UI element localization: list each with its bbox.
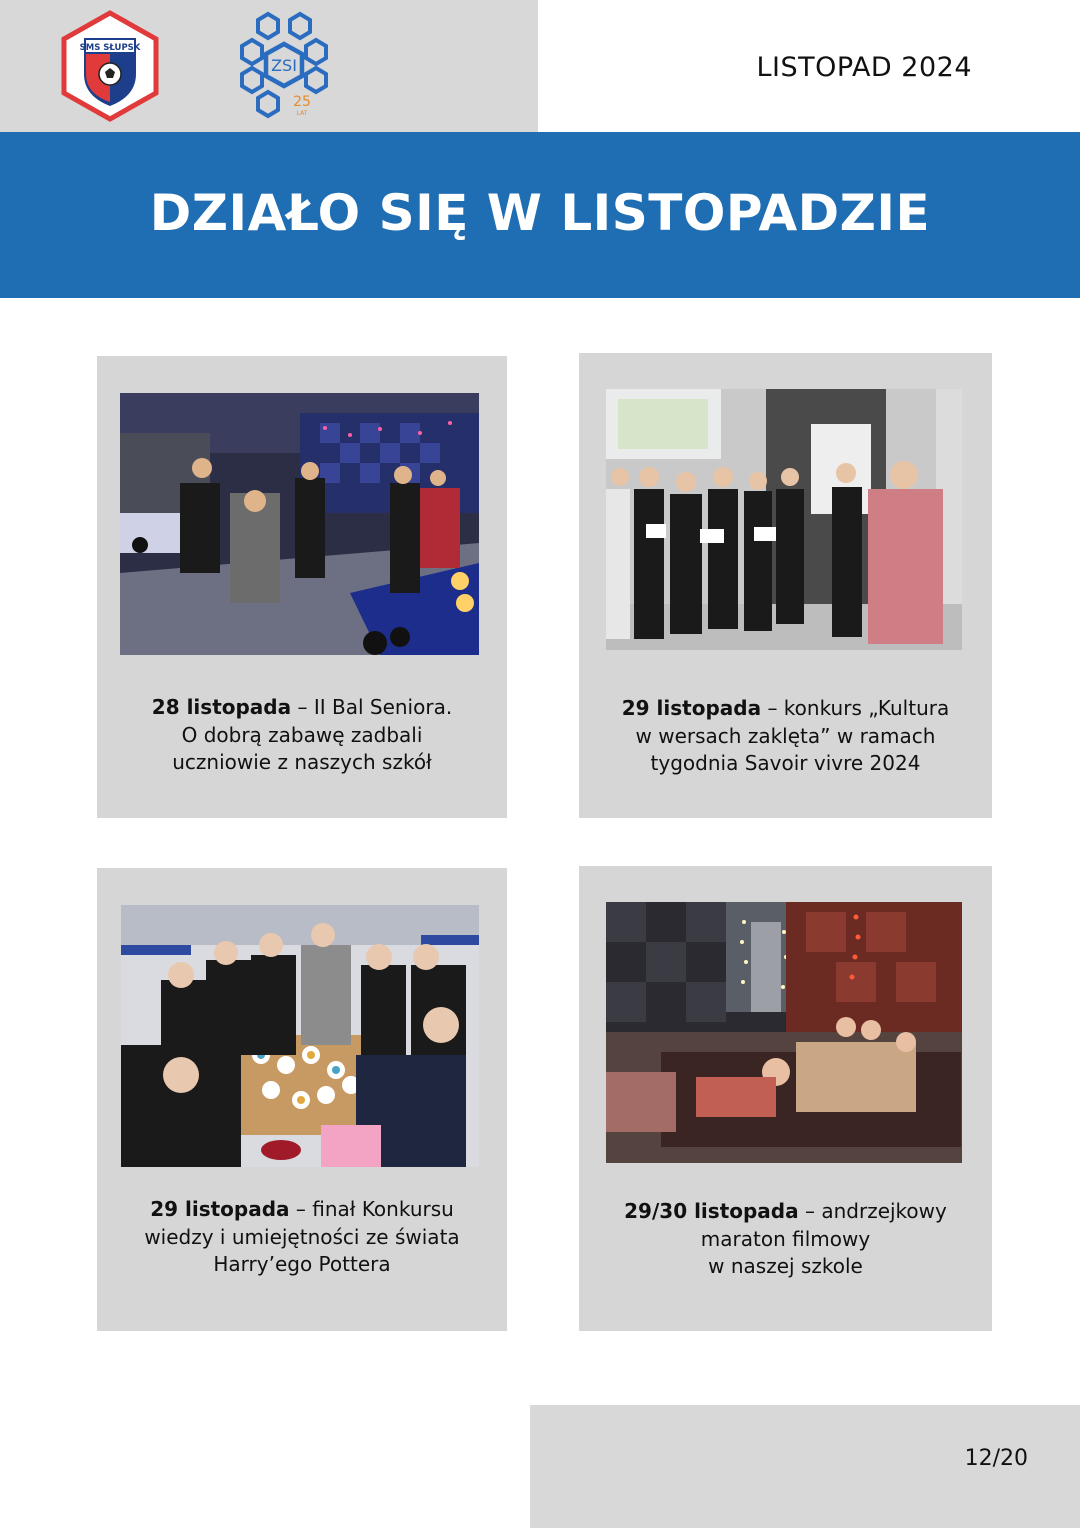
event-card-3 xyxy=(97,868,507,1331)
section-title-band xyxy=(0,132,1080,298)
event-text: O dobrą zabawę zadbali xyxy=(181,722,423,747)
event-date: 29/30 listopada xyxy=(624,1199,799,1223)
photo-harry-potter-final xyxy=(121,905,479,1167)
event-date: 29 listopada xyxy=(150,1197,290,1221)
event-caption-4 xyxy=(579,1198,992,1281)
photo-film-marathon xyxy=(606,902,962,1163)
event-card-1 xyxy=(97,356,507,818)
zsi-25-lat-logo xyxy=(226,8,342,120)
photo-poetry-contest xyxy=(606,389,962,650)
event-caption-2 xyxy=(579,695,992,778)
event-text: uczniowie z naszych szkół xyxy=(172,750,432,774)
event-text: – andrzejkowy xyxy=(798,1199,947,1223)
event-card-4 xyxy=(579,866,992,1331)
sms-slupsk-logo xyxy=(60,10,160,122)
event-text: wiedzy i umiejętności ze świata xyxy=(144,1224,460,1249)
page-number: 12/20 xyxy=(964,1446,1028,1471)
event-text: w wersach zaklęta” w ramach xyxy=(635,723,936,748)
event-date: 28 listopada xyxy=(151,695,292,719)
svg-text:SMS SŁUPSK: SMS SŁUPSK xyxy=(79,43,141,53)
section-title: DZIAŁO SIĘ W LISTOPADZIE xyxy=(149,184,931,242)
event-date: 29 listopada xyxy=(621,696,762,720)
svg-text:ZSI: ZSI xyxy=(271,56,297,75)
event-card-2 xyxy=(579,353,992,818)
event-text: Harry’ego Pottera xyxy=(213,1252,391,1276)
event-text: maraton filmowy xyxy=(700,1226,871,1251)
event-text: – konkurs „Kultura xyxy=(761,696,950,720)
event-caption-1 xyxy=(97,694,507,777)
svg-text:LAT: LAT xyxy=(296,110,308,117)
event-text: – II Bal Seniora. xyxy=(291,695,453,719)
issue-date: LISTOPAD 2024 xyxy=(756,52,972,83)
event-text: – finał Konkursu xyxy=(289,1197,454,1221)
svg-text:25: 25 xyxy=(293,94,311,110)
event-text: w naszej szkole xyxy=(708,1254,863,1278)
event-text: tygodnia Savoir vivre 2024 xyxy=(650,751,921,775)
event-caption-3 xyxy=(97,1196,507,1279)
photo-senior-ball xyxy=(120,393,479,655)
